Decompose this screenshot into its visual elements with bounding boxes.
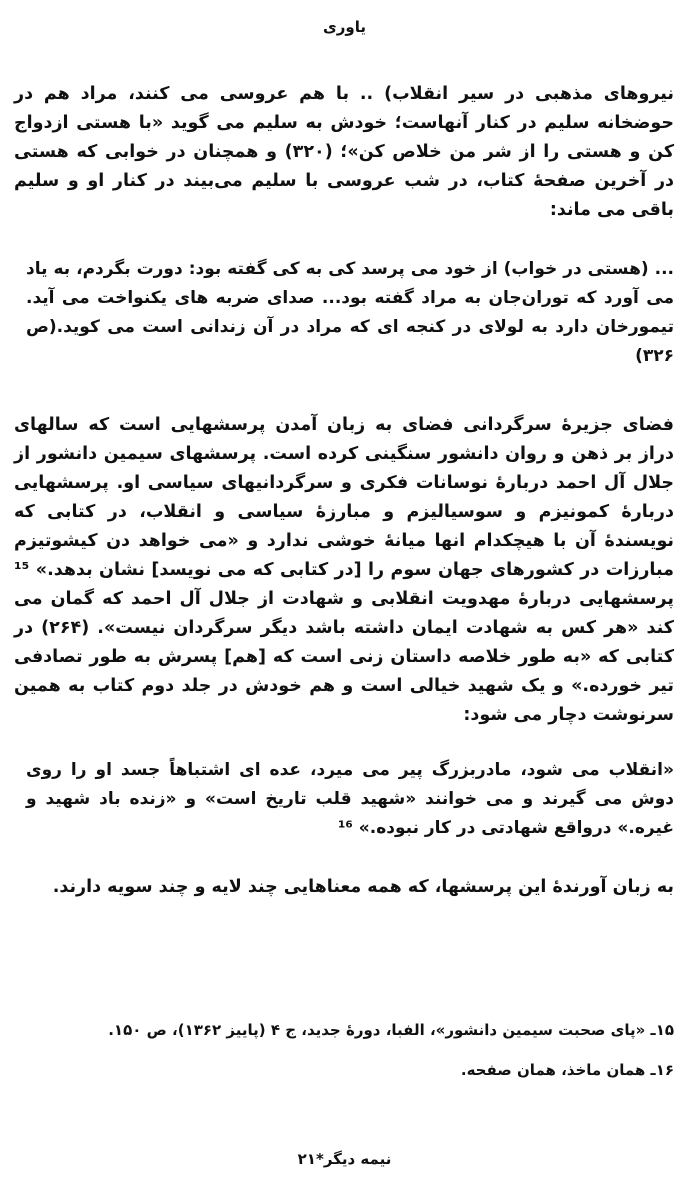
footnotes [80, 1020, 674, 1100]
paragraph-3: به زبان آورندهٔ این پرسشها، که همه معناهایی چند لایه و چند سویه دارند. [52, 877, 674, 897]
page-folio: نیمه دیگر*۲۱ [297, 1150, 392, 1168]
body-text [14, 80, 674, 902]
block-quote-2: «انقلاب می شود، مادربزرگ پیر می میرد، عده ای اشتباهاً جسد او را روی دوش می گیرند و می خوانند «شهید قلب تاریخ است» و «زنده باد شهید و غیره.» درواقع شهادتی در کار نبوده.» ¹⁶ [26, 760, 674, 838]
paragraph-1: نیروهای مذهبی در سیر انقلاب) .. با هم عروسی می کنند، مراد هم در حوضخانه سلیم در کنار آنهاست؛ خودش به سلیم می گوید «با هستی ازدواج کن و هستی را از شر من خلاص کن»؛ (۳۲۰) و همچنان در خوابی که هستی در آخرین صفحهٔ کتاب، در شب عروسی با سلیم می‌بیند در کنار او و سلیم باقی می ماند: [14, 84, 675, 220]
footnote-15: ۱۵ـ «پای صحبت سیمین دانشور»، الفبا، دورهٔ جدید، ج ۴ (پاییز ۱۳۶۲)، ص ۱۵۰. [108, 1021, 674, 1039]
paragraph-2: فضای جزیرهٔ سرگردانی فضای به زبان آمدن پرسشهایی است که سالهای دراز بر ذهن و روان دانشور سنگینی کرده است. پرسشهای سیمین دانشور از جلال آل احمد دربارهٔ نوسانات فکری و سرگردانیهای سیاسی او. پرسشهایی دربارهٔ کمونیزم و سوسیالیزم و مبارزهٔ سیاسی و انقلاب، در کتابی که نویسندهٔ آن با هیچکدام انها میانهٔ خوشی ندارد و «می خواهد دن کیشوتیزم مبارزات در کشورهای جهان سوم را [در کتابی که می نویسد] نشان بدهد.» ¹⁵ پرسشهایی دربارهٔ مهدویت انقلابی و شهادت از جلال آل احمد که گمان می کند «هر کس به شهادت ایمان داشته باشد دیگر سرگردان نیست». (۲۶۴) در کتابی که «به طور خلاصه داستان زنی است که [هم] پسرش به طور تصادفی تیر خورده.» و یک شهید خیالی است و هم خودش در جلد دوم کتاب به همین سرنوشت دچار می شود: [14, 415, 674, 725]
block-quote-1: ... (هستی در خواب) از خود می پرسد کی به کی گفته بود: دورت بگردم، به یاد می آورد که توران‌جان به مراد گفته بود... صدای ضربه های یکنواخت می آید. تیمورخان دارد به لولای در کنجه ای که مراد در آن زندانی است می کوید.(ص ۳۲۶) [26, 259, 674, 366]
footnote-16: ۱۶ـ همان ماخذ، همان صفحه. [460, 1061, 674, 1079]
running-title: یاوری [323, 18, 366, 36]
